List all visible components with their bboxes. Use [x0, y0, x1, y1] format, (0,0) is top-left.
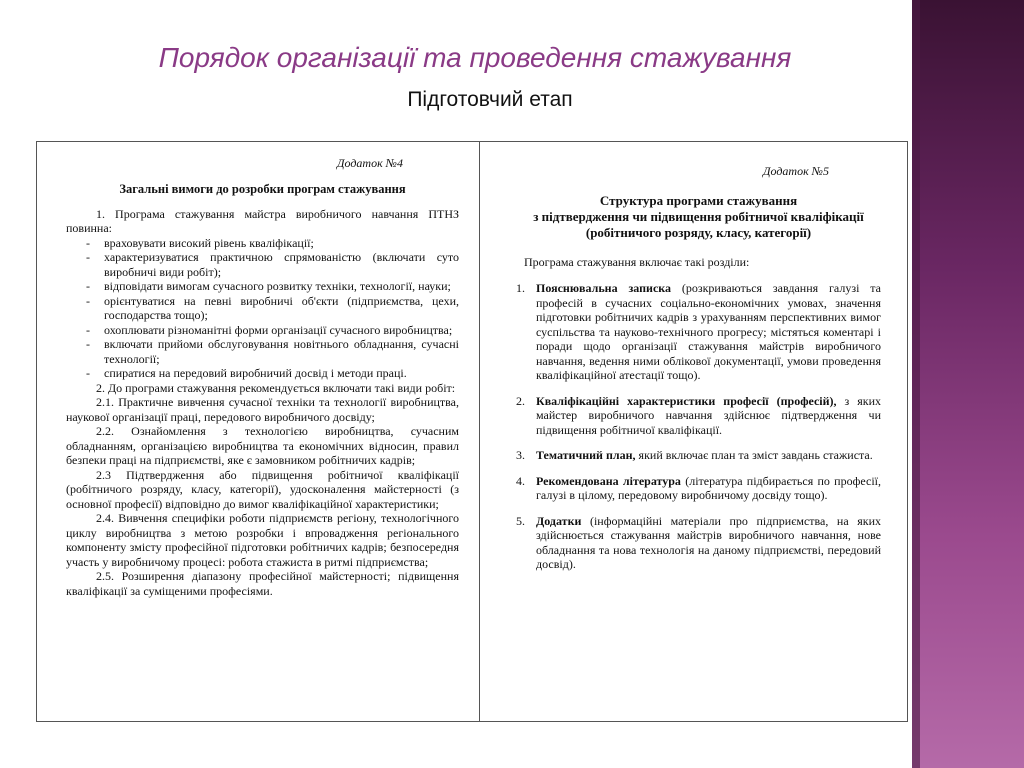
work-types-intro: 2. До програми стажування рекомендується включати такі види робіт:: [96, 380, 456, 395]
heading-line: Структура програми стажування: [599, 192, 798, 208]
item-number: 5.: [516, 513, 525, 528]
program-sections-list: [516, 281, 881, 572]
item-number: 4.: [516, 473, 525, 488]
item-number: 2.: [516, 393, 525, 408]
work-type-item: 2.1. Практичне вивчення сучасної техніки та технології виробництва, наукової організації праці, передового виробничого досвіду;: [66, 395, 459, 424]
decorative-side-band: [912, 0, 1024, 768]
list-item: [516, 394, 881, 438]
list-item: - охоплювати різноманітні форми організації сучасного виробництва;: [66, 323, 459, 338]
item-number: 1.: [516, 281, 525, 295]
slide-subtitle: Підготовчий етап: [407, 88, 573, 111]
item-title: Пояснювальна записка: [536, 281, 671, 295]
item-text: (інформаційні матеріали про підприємства, на яких здійснюється стажування майстрів виробничого навчання, нове обладнання та нова технологія на даному підприємстві, передовий досвід).: [536, 513, 881, 571]
item-text: (література підбирається по професії, галузі в цілому, передовому виробничому досвіду тощо).: [536, 473, 881, 502]
heading-line: з підтвердження чи підвищення робітничої кваліфікації: [533, 208, 864, 224]
list-item: - спиратися на передовий виробничий досвід і методи праці.: [66, 366, 459, 381]
work-type-item: 2.2. Ознайомлення з технологією виробництва, сучасним обладнанням, організацією виробництва та економічних відносин, правил безпеки праці на підприємстві, яке є замовником робітничих кадрів;: [66, 424, 459, 467]
heading-line: (робітничого розряду, класу, категорії): [585, 224, 812, 240]
item-number: 3.: [516, 448, 525, 462]
list-item: - враховувати високий рівень кваліфікації;: [66, 236, 459, 251]
requirements-list: [66, 236, 459, 381]
list-item: [516, 514, 881, 572]
item-title: Рекомендована література: [536, 473, 681, 488]
appendix-5-document: [480, 142, 907, 721]
list-item: - характеризуватися практичною спрямованістю (включати суто виробничі види робіт);: [66, 250, 459, 279]
work-type-item: 2.4. Вивчення специфіки роботи підприємств регіону, технологічного циклу виробництва з метою розробки і впровадження регіонального компоненту змісту професійної підготовки робітничих кадрів; безпосередня участь у виробничому процесі: робота стажиста в ритмі підприємства;: [66, 511, 459, 569]
item-text: (розкриваються завдання галузі та професій в сучасних соціально-економічних умовах, значення підготовки робітничих кадрів з урахуванням перспективних вимог суспільства та науково-технічного прогресу; містяться коментарі і поради щодо організації стажування майстрів виробничого навчання, ведення ними облікової документації, умови проведення кваліфікаційної атестації тощо).: [536, 281, 881, 382]
work-type-item: 2.5. Розширення діапазону професійної майстерності; підвищення кваліфікації за суміщеними професіями.: [66, 569, 459, 598]
scanned-documents-frame: [36, 141, 908, 722]
item-title: Додатки: [536, 513, 582, 528]
requirements-intro: 1. Програма стажування майстра виробничого навчання ПТНЗ повинна:: [66, 206, 459, 235]
item-title: Тематичний план,: [536, 448, 636, 462]
list-item: [516, 281, 881, 383]
work-type-item: 2.3 Підтвердження або підвищення робітничої кваліфікації (робітничого розряду, класу, категорії), удосконалення майстерності (з основної професії) відповідно до вимог кваліфікаційної характеристики;: [66, 467, 459, 511]
appendix-5-label: Додаток №5: [762, 164, 829, 178]
item-text: який включає план та зміст завдань стажиста.: [635, 448, 873, 462]
item-title: Кваліфікаційні характеристики професії (професій),: [536, 393, 837, 408]
appendix-5-heading: [516, 193, 881, 241]
slide-title: Порядок організації та проведення стажування: [158, 42, 792, 73]
appendix-4-heading: Загальні вимоги до розробки програм стажування: [119, 181, 406, 196]
list-item: [516, 448, 881, 463]
list-item: - відповідати вимогам сучасного розвитку техніки, технології, науки;: [66, 279, 459, 294]
program-sections-intro: Програма стажування включає такі розділи:: [524, 254, 750, 269]
item-text: з яких майстер виробничого навчання здійснює підтвердження чи підвищення робітничої кваліфікації.: [536, 393, 882, 437]
list-item: - включати прийоми обслуговування новітнього обладнання, сучасні технології;: [66, 337, 459, 366]
appendix-4-document: [37, 142, 480, 721]
appendix-4-label: Додаток №4: [336, 156, 403, 170]
list-item: [516, 474, 881, 503]
list-item: - орієнтуватися на певні виробничі об'єкти (підприємства, цехи, господарства тощо);: [66, 294, 459, 323]
